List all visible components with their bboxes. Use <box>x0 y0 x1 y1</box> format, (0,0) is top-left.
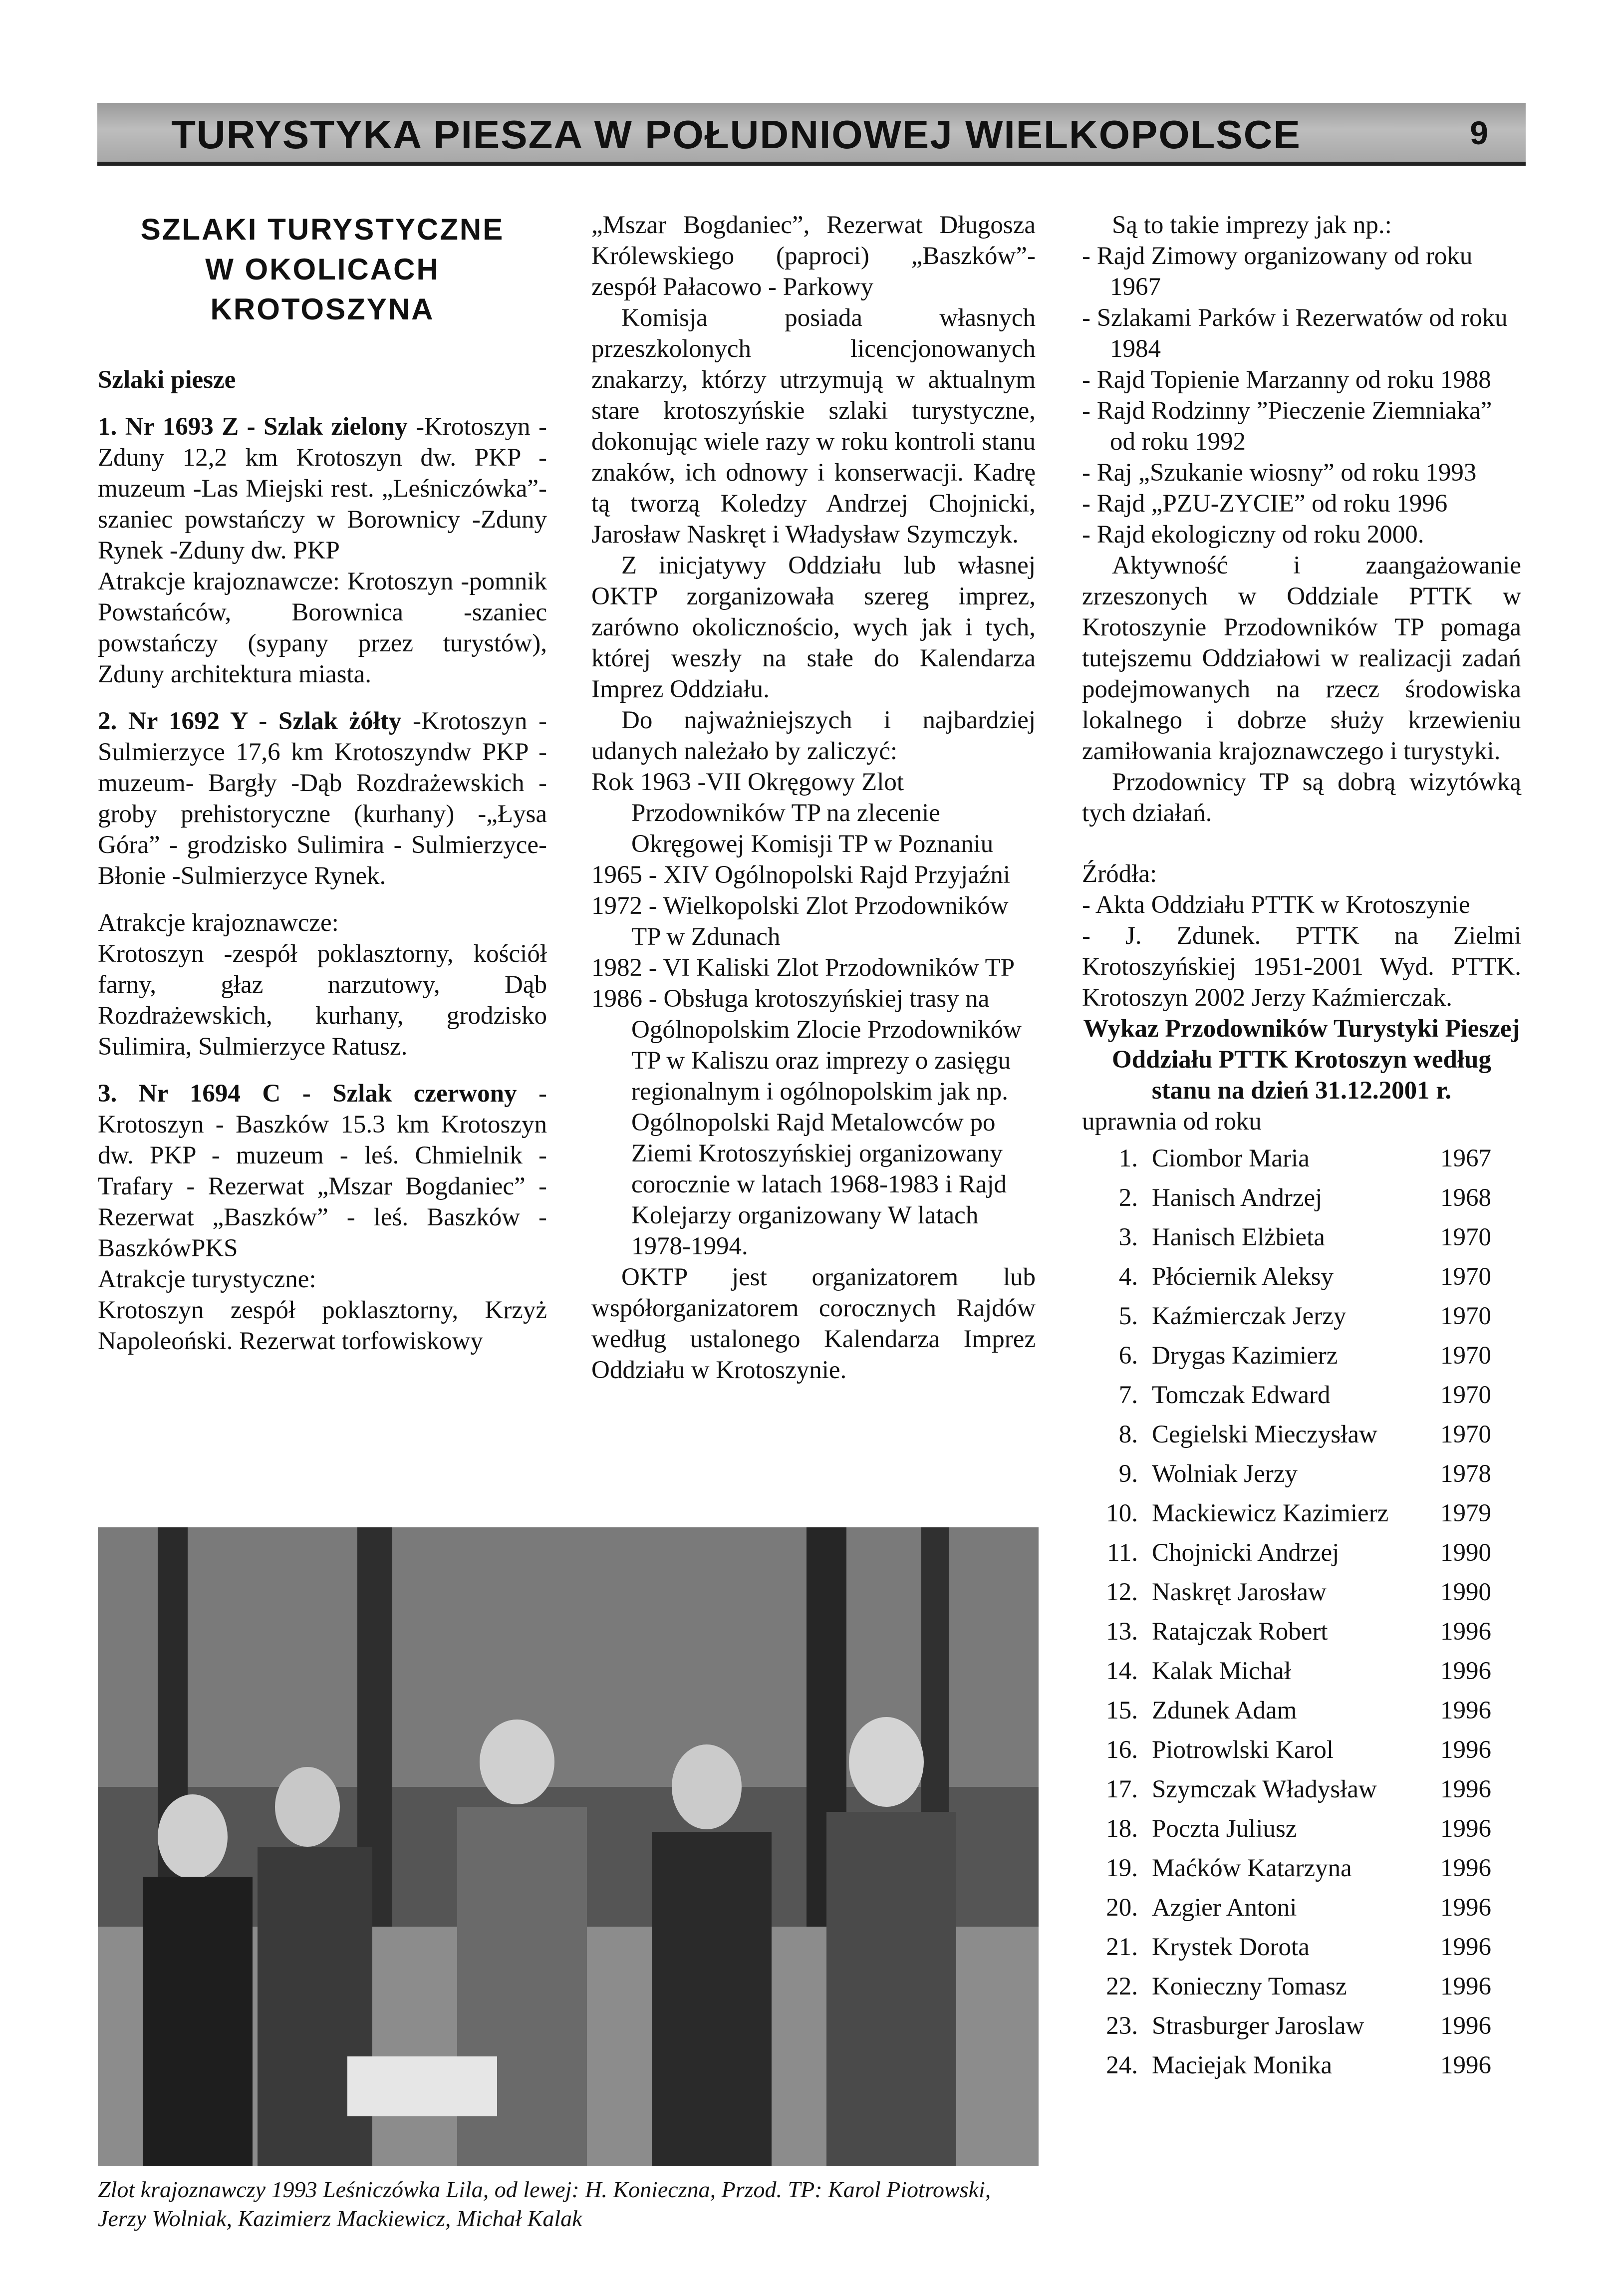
col2-paragraph-3: Z inicjatywy Oddziału lub własnej OKTP zorganizowała szereg imprez, zarówno okolicznościo, wych jak i tych, której weszły na stałe do Kalendarza Imprez Oddziału. <box>591 552 1036 703</box>
guide-name: Płóciernik Aleksy <box>1152 1263 1334 1291</box>
person-body <box>143 1877 253 2166</box>
guide-number: 23. <box>1106 2012 1138 2040</box>
guide-year: 1968 <box>1440 1184 1491 1212</box>
event-item: 1972 - Wielkopolski Zlot Przodowników TP w Zdunach <box>591 892 1009 951</box>
guide-number: 14. <box>1106 1657 1138 1685</box>
trail-1-attractions: Atrakcje krajoznawcze: Krotoszyn -pomnik Powstańców, Borownica -szaniec powstańczy (sypany przez turystów), Zduny architektura miasta. <box>98 568 547 688</box>
col3-paragraph-2: Przodownicy TP są dobrą wizytówką tych działań. <box>1082 768 1521 827</box>
guide-name: Krystek Dorota <box>1152 1933 1310 1961</box>
person-body <box>652 1832 772 2166</box>
guide-year: 1970 <box>1440 1263 1491 1291</box>
guide-name: Poczta Juliusz <box>1152 1815 1297 1843</box>
source-item: - Akta Oddziału PTTK w Krotoszynie <box>1082 891 1470 919</box>
trail-2-heading: 2. Nr 1692 Y - Szlak żółty <box>98 707 402 735</box>
guide-name: Szymczak Władysław <box>1152 1775 1377 1803</box>
page-number: 9 <box>1470 114 1488 151</box>
table-row <box>1082 1892 1521 1932</box>
guide-year: 1996 <box>1440 1618 1491 1646</box>
guide-year: 1970 <box>1440 1421 1491 1448</box>
guide-name: Zdunek Adam <box>1152 1697 1297 1724</box>
table-row <box>1082 1143 1521 1182</box>
guide-name: Konieczny Tomasz <box>1152 1973 1347 2001</box>
person-head <box>480 1720 554 1804</box>
guide-year: 1978 <box>1440 1460 1491 1488</box>
rally-item: - Rajd Rodzinny ”Pieczenie Ziemniaka” od roku 1992 <box>1082 395 1521 457</box>
group-photo <box>98 1527 1039 2166</box>
person-head <box>158 1794 228 1879</box>
guides-table <box>1082 1143 1521 2089</box>
table-row <box>1082 1222 1521 1261</box>
guide-name: Drygas Kazimierz <box>1152 1342 1338 1370</box>
table-row <box>1082 1458 1521 1498</box>
guide-year: 1970 <box>1440 1342 1491 1370</box>
guide-year: 1996 <box>1440 2051 1491 2079</box>
guide-year: 1970 <box>1440 1381 1491 1409</box>
guide-name: Naskręt Jarosław <box>1152 1578 1327 1606</box>
rally-item: - Szlakami Parków i Rezerwatów od roku 1984 <box>1082 302 1521 364</box>
guide-name: Azgier Antoni <box>1152 1894 1297 1922</box>
table-row <box>1082 1577 1521 1616</box>
col2-paragraph-4: Do najważniejszych i najbardziej udanych należało by zaliczyć: <box>591 706 1036 765</box>
guide-name: Maciejak Monika <box>1152 2051 1333 2079</box>
guide-year: 1996 <box>1440 1697 1491 1724</box>
person-head <box>672 1744 742 1829</box>
guide-number: 19. <box>1106 1854 1138 1882</box>
guide-number: 24. <box>1106 2051 1138 2079</box>
article-title <box>98 210 547 329</box>
guide-year: 1996 <box>1440 1736 1491 1764</box>
guide-number: 11. <box>1107 1539 1138 1567</box>
trail-2-route <box>98 706 547 891</box>
guide-number: 12. <box>1106 1578 1138 1606</box>
guide-year: 1996 <box>1440 1973 1491 2001</box>
table-row <box>1082 1261 1521 1301</box>
rallies-list <box>1082 241 1521 550</box>
trail-2-attractions-label: Atrakcje krajoznawcze: <box>98 909 339 937</box>
guide-number: 8. <box>1118 1421 1138 1448</box>
rally-item: - Rajd Topienie Marzanny od roku 1988 <box>1082 364 1521 395</box>
article-title-line-1: SZLAKI TURYSTYCZNE <box>140 213 505 246</box>
guide-name: Ciombor Maria <box>1152 1145 1310 1172</box>
trail-1-heading: 1. Nr 1693 Z - Szlak zielony <box>98 413 408 441</box>
guide-name: Mackiewicz Kazimierz <box>1152 1499 1389 1527</box>
guide-name: Hanisch Elżbieta <box>1152 1223 1325 1251</box>
trail-3-attractions: Krotoszyn zespół poklasztorny, Krzyż Napoleoński. Rezerwat torfowiskowy <box>98 1296 547 1355</box>
table-row <box>1082 1695 1521 1734</box>
table-row <box>1082 1616 1521 1656</box>
col2-paragraph-1: „Mszar Bogdaniec”, Rezerwat Długosza Królewskiego (paproci) „Baszków”- zespół Pałacowo - Parkowy <box>591 211 1036 301</box>
guide-year: 1996 <box>1440 1775 1491 1803</box>
rally-item: - Raj „Szukanie wiosny” od roku 1993 <box>1082 457 1521 488</box>
guide-name: Ratajczak Robert <box>1152 1618 1328 1646</box>
table-row <box>1082 1932 1521 1971</box>
trail-3-attractions-label: Atrakcje turystyczne: <box>98 1265 316 1293</box>
column-2 <box>591 210 1036 1386</box>
running-title: TURYSTYKA PIESZA W POŁUDNIOWEJ WIELKOPOLSCE <box>171 112 1301 157</box>
table-row <box>1082 1537 1521 1577</box>
rally-item: - Rajd Zimowy organizowany od roku 1967 <box>1082 241 1521 302</box>
guide-name: Strasburger Jaroslaw <box>1152 2012 1364 2040</box>
guide-number: 18. <box>1106 1815 1138 1843</box>
col2-paragraph-5: OKTP jest organizatorem lub współorganizatorem corocznych Rajdów według ustalonego Kalendarza Imprez Oddziału w Krotoszynie. <box>591 1263 1036 1384</box>
guide-number: 20. <box>1106 1894 1138 1922</box>
guide-name: Hanisch Andrzej <box>1152 1184 1323 1212</box>
trail-2-attractions: Krotoszyn -zespół poklasztorny, kościół farny, głaz narzutowy, Dąb Rozdrażewskich, kurhany, grodzisko Sulimira, Sulmierzyce Ratusz. <box>98 940 547 1061</box>
person-body <box>826 1812 956 2166</box>
col2-paragraph-2: Komisja posiada własnych przeszkolonych licencjonowanych znakarzy, którzy utrzymują w aktualnym stare krotoszyńskie szlaki turystyczne, dokonując wiele razy w roku kontroli stanu znaków, ich odnowy i konserwacji. Kadrę tą tworzą Koledzy Andrzej Chojnicki, Jarosław Naskręt i Władysław Szymczyk. <box>591 304 1036 549</box>
article-title-line-2: W OKOLICACH KROTOSZYNA <box>205 253 440 326</box>
event-item: Rok 1963 -VII Okręgowy Zlot Przodowników TP na zlecenie Okręgowej Komisji TP w Poznaniu <box>591 768 994 858</box>
guide-name: Kalak Michał <box>1152 1657 1291 1685</box>
guide-year: 1996 <box>1440 1894 1491 1922</box>
guide-year: 1996 <box>1440 1815 1491 1843</box>
trail-3-route-text: - Krotoszyn - Baszków 15.3 km Krotoszyn dw. PKP - muzeum - leś. Chmielnik - Trafary - Rezerwat „Mszar Bogdaniec” - Rezerwat „Baszków” - leś. Baszków - BaszkówPKS <box>98 1080 547 1262</box>
table-row <box>1082 1656 1521 1695</box>
rally-item: - Rajd ekologiczny od roku 2000. <box>1082 519 1521 550</box>
guide-name: Kaźmierczak Jerzy <box>1152 1302 1346 1330</box>
guide-number: 6. <box>1118 1342 1138 1370</box>
guide-year: 1996 <box>1440 1854 1491 1882</box>
guide-number: 9. <box>1118 1460 1138 1488</box>
guide-number: 21. <box>1106 1933 1138 1961</box>
column-3 <box>1082 210 1521 2089</box>
table-row <box>1082 1182 1521 1222</box>
person-head <box>849 1717 924 1807</box>
guide-number: 7. <box>1118 1381 1138 1409</box>
trail-3-heading: 3. Nr 1694 C - Szlak czerwony <box>98 1080 517 1108</box>
person-head <box>275 1767 340 1847</box>
table-row <box>1082 1734 1521 1774</box>
event-item: 1965 - XIV Ogólnopolski Rajd Przyjaźni <box>591 861 1011 889</box>
table-row <box>1082 1774 1521 1813</box>
trail-1-route-text: -Krotoszyn -Zduny 12,2 km Krotoszyn dw. PKP -muzeum -Las Miejski rest. „Leśniczówka”-szaniec powstańczy w Borownicy -Zduny Rynek -Zduny dw. PKP <box>98 413 547 565</box>
rally-item: - Rajd „PZU-ZYCIE” od roku 1996 <box>1082 488 1521 519</box>
guide-year: 1996 <box>1440 1933 1491 1961</box>
table-row <box>1082 2010 1521 2050</box>
guide-name: Maćków Katarzyna <box>1152 1854 1352 1882</box>
column-1 <box>98 210 547 1357</box>
person-body <box>258 1847 372 2166</box>
guide-name: Piotrowlski Karol <box>1152 1736 1334 1764</box>
guides-table-subtitle: uprawnia od roku <box>1082 1108 1262 1136</box>
table-row <box>1082 1498 1521 1537</box>
guide-number: 2. <box>1118 1184 1138 1212</box>
table-row <box>1082 1419 1521 1458</box>
guide-number: 3. <box>1118 1223 1138 1251</box>
guide-year: 1990 <box>1440 1578 1491 1606</box>
guide-year: 1970 <box>1440 1302 1491 1330</box>
guide-number: 15. <box>1106 1697 1138 1724</box>
table-row <box>1082 1971 1521 2010</box>
guide-year: 1996 <box>1440 1657 1491 1685</box>
table-row <box>1082 1340 1521 1380</box>
table-row <box>1082 1380 1521 1419</box>
guides-table-title: Wykaz Przodowników Turystyki Pieszej Oddziału PTTK Krotoszyn według stanu na dzień 31.12.2001 r. <box>1083 1015 1520 1105</box>
guide-number: 22. <box>1106 1973 1138 2001</box>
table-row <box>1082 1301 1521 1340</box>
guide-number: 16. <box>1106 1736 1138 1764</box>
table-row <box>1082 1813 1521 1853</box>
photo-scene <box>98 1527 1039 2166</box>
guide-name: Tomczak Edward <box>1152 1381 1331 1409</box>
guide-number: 5. <box>1118 1302 1138 1330</box>
sources-label: Źródła: <box>1082 860 1157 888</box>
trail-1-route <box>98 411 547 566</box>
guide-year: 1990 <box>1440 1539 1491 1567</box>
table-row <box>1082 2050 1521 2089</box>
guide-year: 1996 <box>1440 2012 1491 2040</box>
trail-3-route <box>98 1078 547 1264</box>
trail-2-route-text: -Krotoszyn -Sulmierzyce 17,6 km Krotoszyndw PKP -muzeum- Bargły -Dąb Rozdrażewskich -groby prehistoryczne (kurhany) -„Łysa Góra” - grodzisko Sulimira - Sulmierzyce-Błonie -Sulmierzyce Rynek. <box>98 707 547 890</box>
col3-paragraph-1: Aktywność i zaangażowanie zrzeszonych w Oddziale PTTK w Krotoszynie Przodowników TP pomaga tutejszemu Oddziałowi w realizacji zadań podejmowanych na rzecz środowiska lokalnego i dobrze służy krzewieniu zamiłowania krajoznawczego i turystyki. <box>1082 552 1521 765</box>
page-header <box>97 103 1526 166</box>
guide-number: 4. <box>1118 1263 1138 1291</box>
section-heading: Szlaki piesze <box>98 366 236 394</box>
guide-name: Wolniak Jerzy <box>1152 1460 1298 1488</box>
guide-year: 1979 <box>1440 1499 1491 1527</box>
guide-name: Chojnicki Andrzej <box>1152 1539 1340 1567</box>
guide-number: 10. <box>1106 1499 1138 1527</box>
guide-name: Cegielski Mieczysław <box>1152 1421 1377 1448</box>
guide-number: 13. <box>1106 1618 1138 1646</box>
event-item: 1986 - Obsługa krotoszyńskiej trasy na Ogólnopolskim Zlocie Przodowników TP w Kaliszu oraz imprezy o zasięgu regionalnym i ogólnopolskim jak np. Ogólnopolski Rajd Metalowców po Ziemi Krotoszyńskiej organizowany corocznie w latach 1968-1983 i Rajd Kolejarzy organizowany W latach 1978-1994. <box>591 985 1022 1260</box>
guide-year: 1967 <box>1440 1145 1491 1172</box>
photo-caption: Zlot krajoznawczy 1993 Leśniczówka Lila, od lewej: H. Konieczna, Przod. TP: Karol Piotrowski, Jerzy Wolniak, Kazimierz Mackiewicz, Michał Kalak <box>98 2177 991 2231</box>
guide-number: 1. <box>1118 1145 1138 1172</box>
source-item: - J. Zdunek. PTTK na Zielmi Krotoszyńskiej 1951-2001 Wyd. PTTK. Krotoszyn 2002 Jerzy Kaźmierczak. <box>1082 922 1521 1012</box>
guide-number: 17. <box>1106 1775 1138 1803</box>
table-items <box>347 2056 497 2116</box>
guide-year: 1970 <box>1440 1223 1491 1251</box>
table-row <box>1082 1853 1521 1892</box>
rallies-intro: Są to takie imprezy jak np.: <box>1112 211 1392 239</box>
event-item: 1982 - VI Kaliski Zlot Przodowników TP <box>591 954 1015 982</box>
